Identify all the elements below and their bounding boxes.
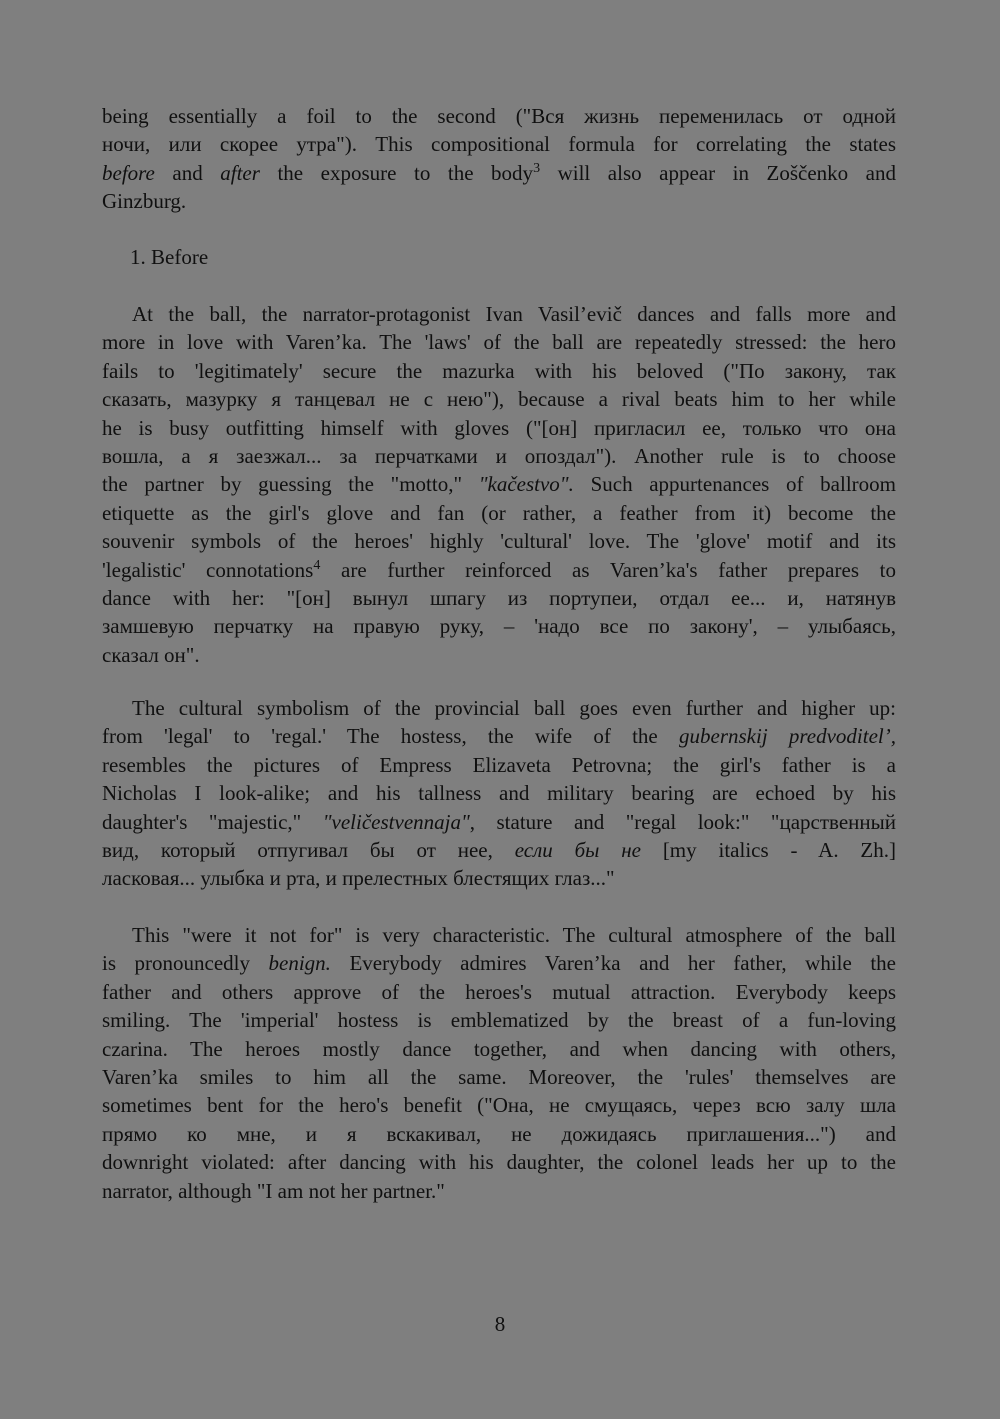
text-line: father and others approve of the heroes's mutual attraction. Everybody keeps xyxy=(102,979,896,1004)
text-line: downright violated: after dancing with his daughter, the colonel leads her up to the xyxy=(102,1150,896,1175)
text-line: dance with her: "[он] вынул шпагу из портупеи, отдал ее... и, натянув xyxy=(102,586,896,611)
text-line: вошла, а я заезжал... за перчатками и опоздал"). Another rule is to choose xyxy=(102,444,896,469)
text-fragment: Such appurtenances of ballroom xyxy=(573,472,896,497)
text-line: being essentially a foil to the second ("Вся жизнь переменилась от одной xyxy=(102,104,896,128)
text-line: Nicholas I look-alike; and his tallness and military bearing are echoed by his xyxy=(102,781,896,806)
text-line: Varen’ka smiles to him all the same. Moreover, the 'rules' themselves are xyxy=(102,1065,896,1090)
text-fragment: [my italics - A. Zh.] xyxy=(640,838,896,863)
text-fragment: the exposure to the body xyxy=(259,160,534,185)
text-line: прямо ко мне, и я вскакивал, не дожидаясь приглашения...") and xyxy=(102,1121,896,1146)
text-line xyxy=(102,470,896,498)
paragraph-benign-atmosphere xyxy=(102,921,896,1205)
text-fragment: , stature and "regal look:" "царственный xyxy=(469,809,896,834)
text-fragment: are further reinforced as Varen’ka's father prepares to xyxy=(320,557,896,582)
text-line: sometimes bent for the hero's benefit ("Она, не смущаясь, через всю залу шла xyxy=(102,1093,896,1118)
text-line: smiling. The 'imperial' hostess is emblematized by the breast of a fun-loving xyxy=(102,1008,896,1033)
text-line: narrator, although "I am not her partner." xyxy=(102,1178,445,1203)
text-fragment: 'legalistic' connotations xyxy=(102,557,314,582)
text-line xyxy=(102,949,896,977)
italic-term: before xyxy=(102,160,155,185)
text-line: czarina. The heroes mostly dance together, and when dancing with others, xyxy=(102,1036,896,1061)
italic-term: "veličestvennaja" xyxy=(322,809,470,834)
italic-term: benign. xyxy=(268,951,331,976)
text-line: etiquette as the girl's glove and fan (or rather, a feather from it) become the xyxy=(102,500,896,525)
footnote-marker: 3 xyxy=(533,160,541,176)
section-heading: 1. Before xyxy=(130,245,209,269)
text-fragment: and xyxy=(154,160,221,185)
page-number: 8 xyxy=(494,1312,506,1336)
text-line: fails to 'legitimately' secure the mazurka with his beloved ("По закону, так xyxy=(102,358,896,383)
text-fragment: daughter's "majestic," xyxy=(102,809,323,834)
text-line: This "were it not for" is very characteristic. The cultural atmosphere of the ball xyxy=(132,923,896,947)
text-line xyxy=(102,836,896,864)
italic-term: если бы не xyxy=(514,838,641,863)
text-fragment: вид, который отпугивал бы от нее, xyxy=(102,838,515,863)
text-line: сказал он". xyxy=(102,642,200,667)
italic-term: gubernskij predvoditel’, xyxy=(679,724,896,749)
text-line: ласковая... улыбка и рта, и прелестных блестящих глаз..." xyxy=(102,866,615,891)
text-fragment: will also appear in Zoščenko and xyxy=(540,160,897,185)
text-line: Ginzburg. xyxy=(102,189,187,214)
text-line xyxy=(102,159,896,187)
text-fragment: from 'legal' to 'regal.' The hostess, the wife of the xyxy=(102,724,679,749)
paragraph-ball-laws xyxy=(102,300,896,669)
text-line xyxy=(102,556,896,584)
text-fragment: Everybody admires Varen’ka and her father, while the xyxy=(330,951,896,976)
footnote-marker: 4 xyxy=(313,557,321,573)
italic-term: after xyxy=(220,160,260,185)
text-line: more in love with Varen’ka. The 'laws' of the ball are repeatedly stressed: the hero xyxy=(102,330,896,355)
text-line: souvenir symbols of the heroes' highly 'cultural' love. The 'glove' motif and its xyxy=(102,529,896,554)
text-line: he is busy outfitting himself with gloves ("[он] пригласил ее, только что она xyxy=(102,415,896,440)
text-fragment: is pronouncedly xyxy=(102,951,269,976)
paragraph-continuation xyxy=(102,102,896,216)
text-line: The cultural symbolism of the provincial ball goes even further and higher up: xyxy=(132,696,896,720)
paragraph-cultural-symbolism xyxy=(102,694,896,893)
italic-term: "kačestvo". xyxy=(478,472,574,497)
text-line: замшевую перчатку на правую руку, – 'надо все по закону', – улыбаясь, xyxy=(102,614,896,639)
text-fragment: the partner by guessing the "motto," xyxy=(102,472,479,497)
text-line: ночи, или скорее утра"). This compositional formula for correlating the states xyxy=(102,132,896,157)
text-line xyxy=(102,808,896,836)
text-line: сказать, мазурку я танцевал не с нею"), because a rival beats him to her while xyxy=(102,387,896,412)
text-line: At the ball, the narrator-protagonist Ivan Vasil’evič dances and falls more and xyxy=(132,302,896,326)
text-line xyxy=(102,722,896,750)
text-line: resembles the pictures of Empress Elizaveta Petrovna; the girl's father is a xyxy=(102,752,896,777)
